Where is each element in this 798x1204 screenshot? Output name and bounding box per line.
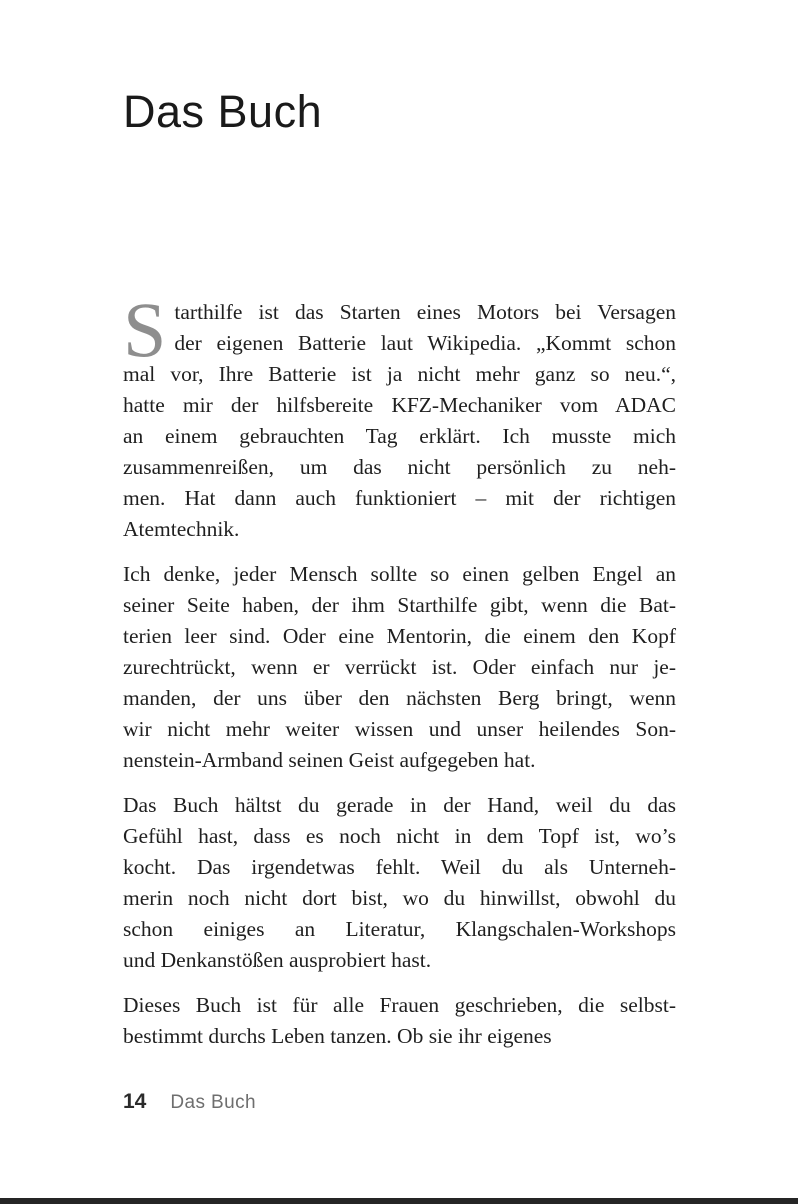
- text-line: und Denkanstößen ausprobiert hast.: [123, 948, 432, 972]
- text-line: tarthilfe ist das Starten eines Motors bei Versagen: [174, 300, 676, 324]
- bottom-bar: [0, 1198, 798, 1204]
- running-head: Das Buch: [170, 1092, 256, 1113]
- text-line: Atemtechnik.: [123, 517, 240, 541]
- text-line: bestimmt durchs Leben tanzen. Ob sie ihr eigenes: [123, 1024, 552, 1048]
- page-footer: [123, 1090, 676, 1114]
- text-line: manden, der uns über den nächsten Berg bringt, wenn: [123, 686, 676, 710]
- text-line: mal vor, Ihre Batterie ist ja nicht mehr ganz so neu.“,: [123, 362, 676, 386]
- paragraph-1: [123, 286, 676, 545]
- text-line: kocht. Das irgendetwas fehlt. Weil du als Unterneh-: [123, 855, 676, 879]
- text-line: hatte mir der hilfsbereite KFZ-Mechaniker vom ADAC: [123, 393, 676, 417]
- text-line: men. Hat dann auch funktioniert – mit der richtigen: [123, 486, 676, 510]
- body-text: [123, 286, 676, 1066]
- text-line: zurechtrückt, wenn er verrückt ist. Oder einfach nur je-: [123, 655, 676, 679]
- text-line: zusammenreißen, um das nicht persönlich zu neh-: [123, 455, 676, 479]
- text-line: schon einiges an Literatur, Klangschalen-Workshops: [123, 917, 676, 941]
- text-line: Dieses Buch ist für alle Frauen geschrieben, die selbst-: [123, 993, 676, 1017]
- text-line: wir nicht mehr weiter wissen und unser heilendes Son-: [123, 717, 676, 741]
- text-line: der eigenen Batterie laut Wikipedia. „Kommt schon: [174, 331, 676, 355]
- text-line: terien leer sind. Oder eine Mentorin, die einem den Kopf: [123, 624, 676, 648]
- paragraph-3: [123, 790, 676, 976]
- text-line: seiner Seite haben, der ihm Starthilfe gibt, wenn die Bat-: [123, 593, 676, 617]
- text-line: an einem gebrauchten Tag erklärt. Ich musste mich: [123, 424, 676, 448]
- text-line: merin noch nicht dort bist, wo du hinwillst, obwohl du: [123, 886, 676, 910]
- drop-cap: S: [123, 286, 167, 373]
- paragraph-2: [123, 559, 676, 776]
- text-line: Gefühl hast, dass es noch nicht in dem Topf ist, wo’s: [123, 824, 676, 848]
- paragraph-4: [123, 990, 676, 1052]
- text-line: Das Buch hältst du gerade in der Hand, weil du das: [123, 793, 676, 817]
- text-line: Ich denke, jeder Mensch sollte so einen gelben Engel an: [123, 562, 676, 586]
- chapter-title: Das Buch: [123, 86, 323, 137]
- page-number: 14: [123, 1090, 147, 1113]
- text-line: nenstein-Armband seinen Geist aufgegeben hat.: [123, 748, 536, 772]
